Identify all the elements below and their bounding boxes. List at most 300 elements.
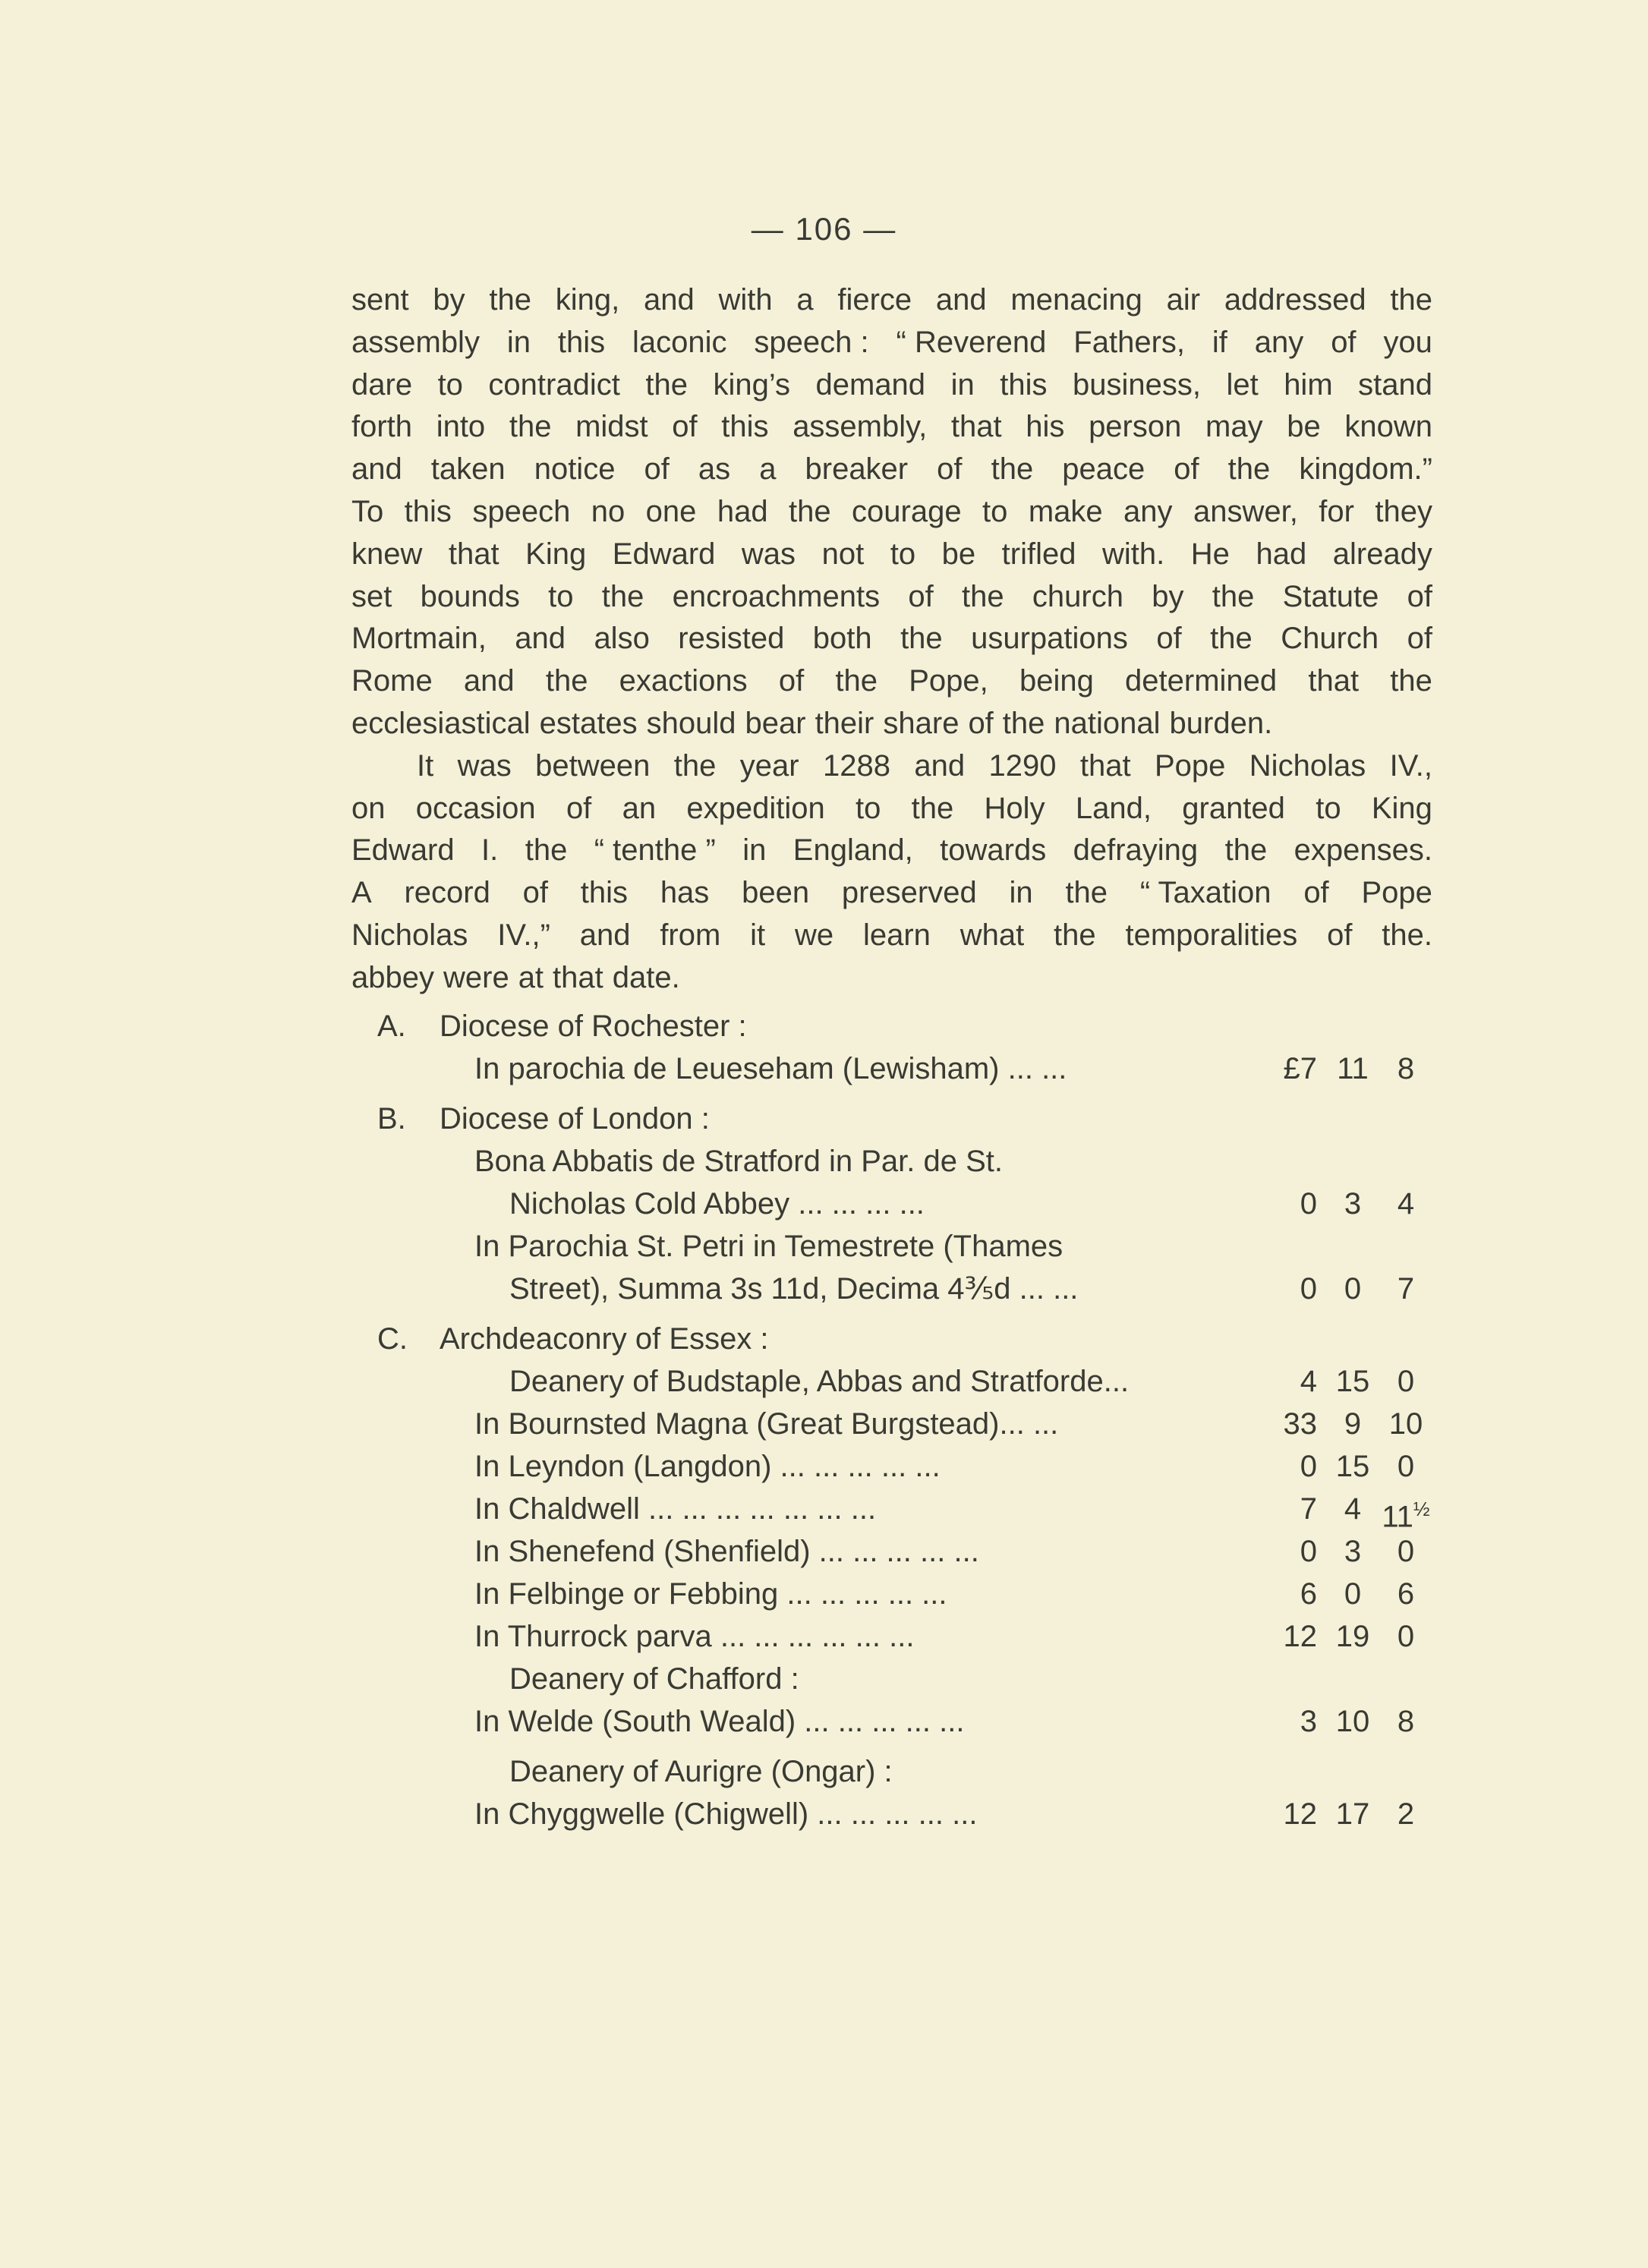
word: of — [1156, 622, 1182, 656]
word: assembly — [351, 325, 480, 359]
word: Edward — [612, 537, 716, 571]
word: and — [643, 283, 695, 317]
entry-text: In Parochia St. Petri in Temestrete (Thames — [474, 1230, 1063, 1263]
word: and — [351, 452, 402, 487]
word: person — [1089, 410, 1182, 444]
taxation-entry — [351, 1098, 1432, 1140]
entry-text: In Thurrock parva ... ... ... ... ... ... — [474, 1620, 915, 1653]
amount-pounds: 12 — [1283, 1797, 1317, 1831]
word: date. — [612, 960, 680, 994]
word: It — [417, 748, 434, 783]
amount-pence: 7 — [1397, 1272, 1415, 1306]
word: knew — [351, 537, 423, 571]
word: with. — [1102, 537, 1165, 571]
text-line — [351, 830, 1432, 872]
word: king, — [555, 283, 620, 317]
word: they — [1375, 494, 1432, 528]
word: of — [1174, 452, 1199, 487]
word: of — [522, 876, 548, 910]
taxation-entry — [351, 1793, 1432, 1835]
word: the — [789, 494, 831, 528]
word: assembly, — [792, 410, 928, 444]
amount-pence: 8 — [1397, 1052, 1415, 1085]
word: any — [1254, 325, 1304, 359]
word: this — [721, 410, 769, 444]
word: the — [645, 367, 688, 402]
amount — [1264, 1268, 1432, 1310]
taxation-entry — [351, 1403, 1432, 1445]
amount-pence: 6 — [1397, 1577, 1415, 1611]
word: of — [644, 452, 670, 487]
word: his — [1026, 410, 1065, 444]
word: Holy — [984, 791, 1045, 825]
word: Fathers, — [1073, 325, 1186, 359]
word: the — [1224, 833, 1268, 868]
word: A — [351, 876, 372, 910]
word: and — [463, 664, 515, 698]
word: of — [937, 452, 963, 487]
word: Rome — [351, 664, 433, 698]
word: the — [900, 622, 943, 656]
word: bounds — [420, 579, 520, 613]
amount-shillings: 11 — [1337, 1052, 1369, 1085]
word: this — [580, 876, 629, 910]
word: as — [698, 452, 731, 487]
word: one — [645, 494, 697, 528]
word: record — [404, 876, 490, 910]
word: breaker — [805, 452, 909, 487]
amount-shillings: 3 — [1344, 1535, 1362, 1568]
entry-text: Deanery of Chafford : — [509, 1662, 799, 1696]
word: Pope — [1361, 876, 1432, 910]
word: between — [535, 748, 651, 783]
taxation-entry — [351, 1047, 1432, 1090]
word: the — [1390, 664, 1432, 698]
section-letter: A. — [377, 1010, 406, 1043]
word: taken — [430, 452, 506, 487]
word: of — [566, 791, 592, 825]
amount-pounds: £7 — [1283, 1052, 1317, 1085]
amount-pence: 0 — [1397, 1365, 1415, 1398]
word: towards — [940, 833, 1047, 868]
word: 1288 — [822, 748, 890, 783]
word: speech — [472, 494, 571, 528]
taxation-entry — [351, 1318, 1432, 1360]
word: forth — [351, 410, 413, 444]
text-line — [351, 703, 1432, 745]
word: preserved — [841, 876, 977, 910]
word: the — [835, 664, 878, 698]
word: of — [778, 664, 805, 698]
word: Land, — [1075, 791, 1152, 825]
word: you — [1383, 325, 1432, 359]
word: into — [436, 410, 486, 444]
amount — [1264, 1700, 1432, 1743]
word: ecclesiastical — [351, 706, 531, 740]
amount-pounds: 6 — [1300, 1577, 1317, 1611]
word: fierce — [837, 283, 912, 317]
amount — [1264, 1445, 1432, 1488]
word: by — [433, 283, 465, 317]
word: had — [717, 494, 768, 528]
text-line — [351, 618, 1432, 660]
entry-text: In Welde (South Weald) ... ... ... ... ... — [474, 1705, 965, 1738]
section-letter: B. — [377, 1102, 406, 1136]
word: expedition — [686, 791, 825, 825]
amount — [1264, 1360, 1432, 1403]
amount-pounds: 0 — [1300, 1450, 1317, 1483]
word: resisted — [678, 622, 785, 656]
taxation-entry — [351, 1658, 1432, 1700]
word: King — [525, 537, 587, 571]
taxation-entry — [351, 1140, 1432, 1183]
amount-shillings: 0 — [1344, 1577, 1362, 1611]
page-number: — 106 — — [751, 211, 897, 247]
word: Nicholas — [351, 918, 468, 952]
word: their — [815, 706, 874, 740]
amount-pounds: 0 — [1300, 1272, 1317, 1306]
word: that — [448, 537, 499, 571]
amount — [1264, 1573, 1432, 1615]
word: burden. — [1169, 706, 1273, 740]
word: business, — [1072, 367, 1201, 402]
taxation-entry — [351, 1530, 1432, 1573]
word: a — [796, 283, 814, 317]
word: that — [950, 410, 1002, 444]
amount-pounds: 7 — [1300, 1492, 1317, 1526]
word: the — [1227, 452, 1271, 487]
word: make — [1028, 494, 1103, 528]
word: Church — [1281, 622, 1379, 656]
word: To — [351, 494, 384, 528]
word: be — [941, 537, 976, 571]
text-line — [351, 491, 1432, 534]
text-line — [351, 915, 1432, 957]
amount-shillings: 17 — [1335, 1797, 1370, 1831]
word: contradict — [488, 367, 620, 402]
text-line — [351, 788, 1432, 830]
taxation-list — [351, 1005, 1432, 1835]
word: to — [1316, 791, 1341, 825]
word: abbey — [351, 960, 434, 994]
word: 1290 — [988, 748, 1057, 783]
word: were — [443, 960, 509, 994]
word: that — [1308, 664, 1360, 698]
word: the — [545, 664, 588, 698]
taxation-entry — [351, 1360, 1432, 1403]
entry-text: Deanery of Aurigre (Ongar) : — [509, 1755, 893, 1788]
word: from — [660, 918, 721, 952]
word: king’s — [713, 367, 790, 402]
word: speech : — [754, 325, 869, 359]
word: the — [509, 410, 552, 444]
text-line — [351, 745, 1432, 788]
word: a — [759, 452, 777, 487]
entry-text: In Bournsted Magna (Great Burgstead)... ... — [474, 1407, 1059, 1441]
text-line — [351, 406, 1432, 449]
entry-text: In Leyndon (Langdon) ... ... ... ... ... — [474, 1450, 941, 1483]
word: bear — [745, 706, 806, 740]
text-line — [351, 279, 1432, 322]
word: the. — [1382, 918, 1432, 952]
entry-text: Diocese of London : — [440, 1102, 710, 1136]
word: had — [1256, 537, 1307, 571]
word: the — [489, 283, 531, 317]
word: Edward — [351, 833, 455, 868]
word: to — [548, 579, 574, 613]
word: may — [1205, 410, 1263, 444]
word: to — [856, 791, 881, 825]
amount — [1264, 1615, 1432, 1658]
word: granted — [1182, 791, 1285, 825]
word: of — [1303, 876, 1329, 910]
amount-pounds: 0 — [1300, 1187, 1317, 1221]
word: of — [968, 706, 994, 740]
word: stand — [1358, 367, 1432, 402]
word: Statute — [1282, 579, 1379, 613]
word: already — [1332, 537, 1432, 571]
word: any — [1123, 494, 1173, 528]
word: church — [1032, 579, 1123, 613]
word: this — [404, 494, 452, 528]
body-text — [351, 279, 1432, 1000]
word: should — [646, 706, 736, 740]
word: Pope, — [909, 664, 988, 698]
word: I. — [481, 833, 499, 868]
word: both — [812, 622, 872, 656]
word: year — [739, 748, 799, 783]
word: midst — [575, 410, 648, 444]
amount-shillings: 4 — [1344, 1492, 1362, 1526]
amount — [1264, 1403, 1432, 1445]
amount — [1264, 1183, 1432, 1225]
word: “ Reverend — [896, 325, 1047, 359]
word: share — [883, 706, 959, 740]
word: being — [1019, 664, 1094, 698]
amount-fraction: ½ — [1413, 1498, 1430, 1520]
word: to — [437, 367, 463, 402]
word: answer, — [1193, 494, 1298, 528]
word: Pope — [1154, 748, 1226, 783]
word: by — [1152, 579, 1184, 613]
word: the — [525, 833, 568, 868]
word: not — [821, 537, 865, 571]
entry-text: Bona Abbatis de Stratford in Par. de St. — [474, 1145, 1003, 1178]
word: of — [1407, 579, 1432, 613]
word: that — [1079, 748, 1131, 783]
word: was — [741, 537, 796, 571]
word: of — [1327, 918, 1353, 952]
word: that — [553, 960, 603, 994]
word: the — [673, 748, 717, 783]
word: an — [622, 791, 657, 825]
text-line — [351, 660, 1432, 703]
word: in — [506, 325, 531, 359]
entry-text: Nicholas Cold Abbey ... ... ... ... — [509, 1187, 925, 1221]
word: menacing — [1010, 283, 1142, 317]
word: usurpations — [971, 622, 1128, 656]
word: and — [579, 918, 631, 952]
word: national — [1054, 706, 1161, 740]
word: peace — [1062, 452, 1145, 487]
word: determined — [1125, 664, 1278, 698]
word: has — [660, 876, 710, 910]
word: estates — [539, 706, 638, 740]
word: laconic — [632, 325, 727, 359]
word: in — [950, 367, 975, 402]
word: on — [351, 791, 386, 825]
word: encroachments — [672, 579, 881, 613]
word: of — [1331, 325, 1357, 359]
entry-text: Archdeaconry of Essex : — [440, 1322, 769, 1356]
word: it — [750, 918, 766, 952]
word: occasion — [415, 791, 536, 825]
word: King — [1371, 791, 1432, 825]
amount-pence: 0 — [1397, 1535, 1415, 1568]
taxation-entry — [351, 1268, 1432, 1310]
word: He — [1190, 537, 1230, 571]
amount-pence: $11^{\frac{1}{2}}$ — [1382, 1498, 1430, 1534]
amount-shillings: 19 — [1335, 1620, 1370, 1653]
word: sent — [351, 283, 409, 317]
taxation-entry — [351, 1225, 1432, 1268]
entry-text: In Felbinge or Febbing ... ... ... ... ... — [474, 1577, 947, 1611]
word: IV.,” — [497, 918, 550, 952]
word: air — [1166, 283, 1201, 317]
amount-pence: 4 — [1397, 1187, 1415, 1221]
word: set — [351, 579, 392, 613]
word: of — [1407, 622, 1432, 656]
word: him — [1284, 367, 1333, 402]
taxation-entry — [351, 1615, 1432, 1658]
word: the — [1065, 876, 1108, 910]
word: and — [515, 622, 566, 656]
word: was — [457, 748, 512, 783]
word: be — [1287, 410, 1321, 444]
taxation-entry — [351, 1750, 1432, 1793]
amount-shillings: 0 — [1344, 1272, 1362, 1306]
amount-pounds: 0 — [1300, 1535, 1317, 1568]
taxation-entry — [351, 1005, 1432, 1047]
amount-pounds: 4 — [1300, 1365, 1317, 1398]
word: of — [908, 579, 934, 613]
word: courage — [852, 494, 962, 528]
word: this — [557, 325, 606, 359]
text-line — [351, 957, 1432, 1000]
word: been — [742, 876, 810, 910]
word: this — [1000, 367, 1048, 402]
amount-pounds: 33 — [1283, 1407, 1317, 1441]
taxation-entry — [351, 1488, 1432, 1534]
word: exactions — [619, 664, 748, 698]
word: in — [1009, 876, 1033, 910]
word: also — [594, 622, 650, 656]
word: of — [672, 410, 698, 444]
amount-pence: 0 — [1397, 1620, 1415, 1653]
text-line — [351, 576, 1432, 619]
word: the — [911, 791, 954, 825]
word: Mortmain, — [351, 622, 487, 656]
amount-pence: 8 — [1397, 1705, 1415, 1738]
entry-text: In Chaldwell ... ... ... ... ... ... ... — [474, 1492, 877, 1526]
word: if — [1212, 325, 1227, 359]
amount-pence: 10 — [1388, 1407, 1423, 1441]
word: “ tenthe ” — [594, 833, 716, 868]
text-line — [351, 534, 1432, 576]
word: trifled — [1001, 537, 1076, 571]
amount-shillings: 3 — [1344, 1187, 1362, 1221]
word: demand — [815, 367, 926, 402]
word: the — [1002, 706, 1045, 740]
word: defraying — [1073, 833, 1199, 868]
amount-pence: 2 — [1397, 1797, 1415, 1831]
word: the — [1054, 918, 1096, 952]
amount-pounds: 3 — [1300, 1705, 1317, 1738]
word: known — [1344, 410, 1432, 444]
word: the — [1390, 283, 1432, 317]
word: what — [959, 918, 1025, 952]
amount-shillings: 15 — [1335, 1450, 1370, 1483]
taxation-entry — [351, 1445, 1432, 1488]
word: let — [1226, 367, 1259, 402]
text-line — [351, 872, 1432, 915]
amount-pounds: 12 — [1283, 1620, 1317, 1653]
word: at — [518, 960, 544, 994]
word: the — [962, 579, 1004, 613]
amount-shillings: 9 — [1344, 1407, 1362, 1441]
word: England, — [792, 833, 913, 868]
word: in — [742, 833, 767, 868]
word: for — [1319, 494, 1354, 528]
amount-pence: 0 — [1397, 1450, 1415, 1483]
amount — [1264, 1530, 1432, 1573]
entry-text: In Chyggwelle (Chigwell) ... ... ... ... ... — [474, 1797, 978, 1831]
amount-shillings: 10 — [1335, 1705, 1370, 1738]
word: temporalities — [1125, 918, 1298, 952]
word: to — [890, 537, 916, 571]
word: addressed — [1224, 283, 1366, 317]
word: with — [718, 283, 773, 317]
section-letter: C. — [377, 1322, 408, 1356]
word: no — [591, 494, 625, 528]
word: “ Taxation — [1139, 876, 1271, 910]
entry-text: Deanery of Budstaple, Abbas and Stratforde... — [509, 1365, 1130, 1398]
word: kingdom.” — [1299, 452, 1432, 487]
word: notice — [534, 452, 616, 487]
amount-shillings: 15 — [1335, 1365, 1370, 1398]
taxation-entry — [351, 1573, 1432, 1615]
word: we — [794, 918, 834, 952]
taxation-entry — [351, 1700, 1432, 1743]
taxation-entry — [351, 1183, 1432, 1225]
entry-text: In parochia de Leueseham (Lewisham) ... ... — [474, 1052, 1067, 1085]
word: the — [1212, 579, 1255, 613]
word: expenses. — [1294, 833, 1432, 868]
text-line — [351, 364, 1432, 407]
entry-text: Diocese of Rochester : — [440, 1010, 747, 1043]
word: the — [601, 579, 644, 613]
word: dare — [351, 367, 413, 402]
entry-text: In Shenefend (Shenfield) ... ... ... ... ... — [474, 1535, 979, 1568]
word: and — [935, 283, 987, 317]
word: to — [982, 494, 1008, 528]
text-line — [351, 322, 1432, 364]
word: the — [1210, 622, 1253, 656]
word: IV., — [1389, 748, 1432, 783]
word: Nicholas — [1249, 748, 1366, 783]
word: the — [991, 452, 1034, 487]
word: and — [914, 748, 966, 783]
